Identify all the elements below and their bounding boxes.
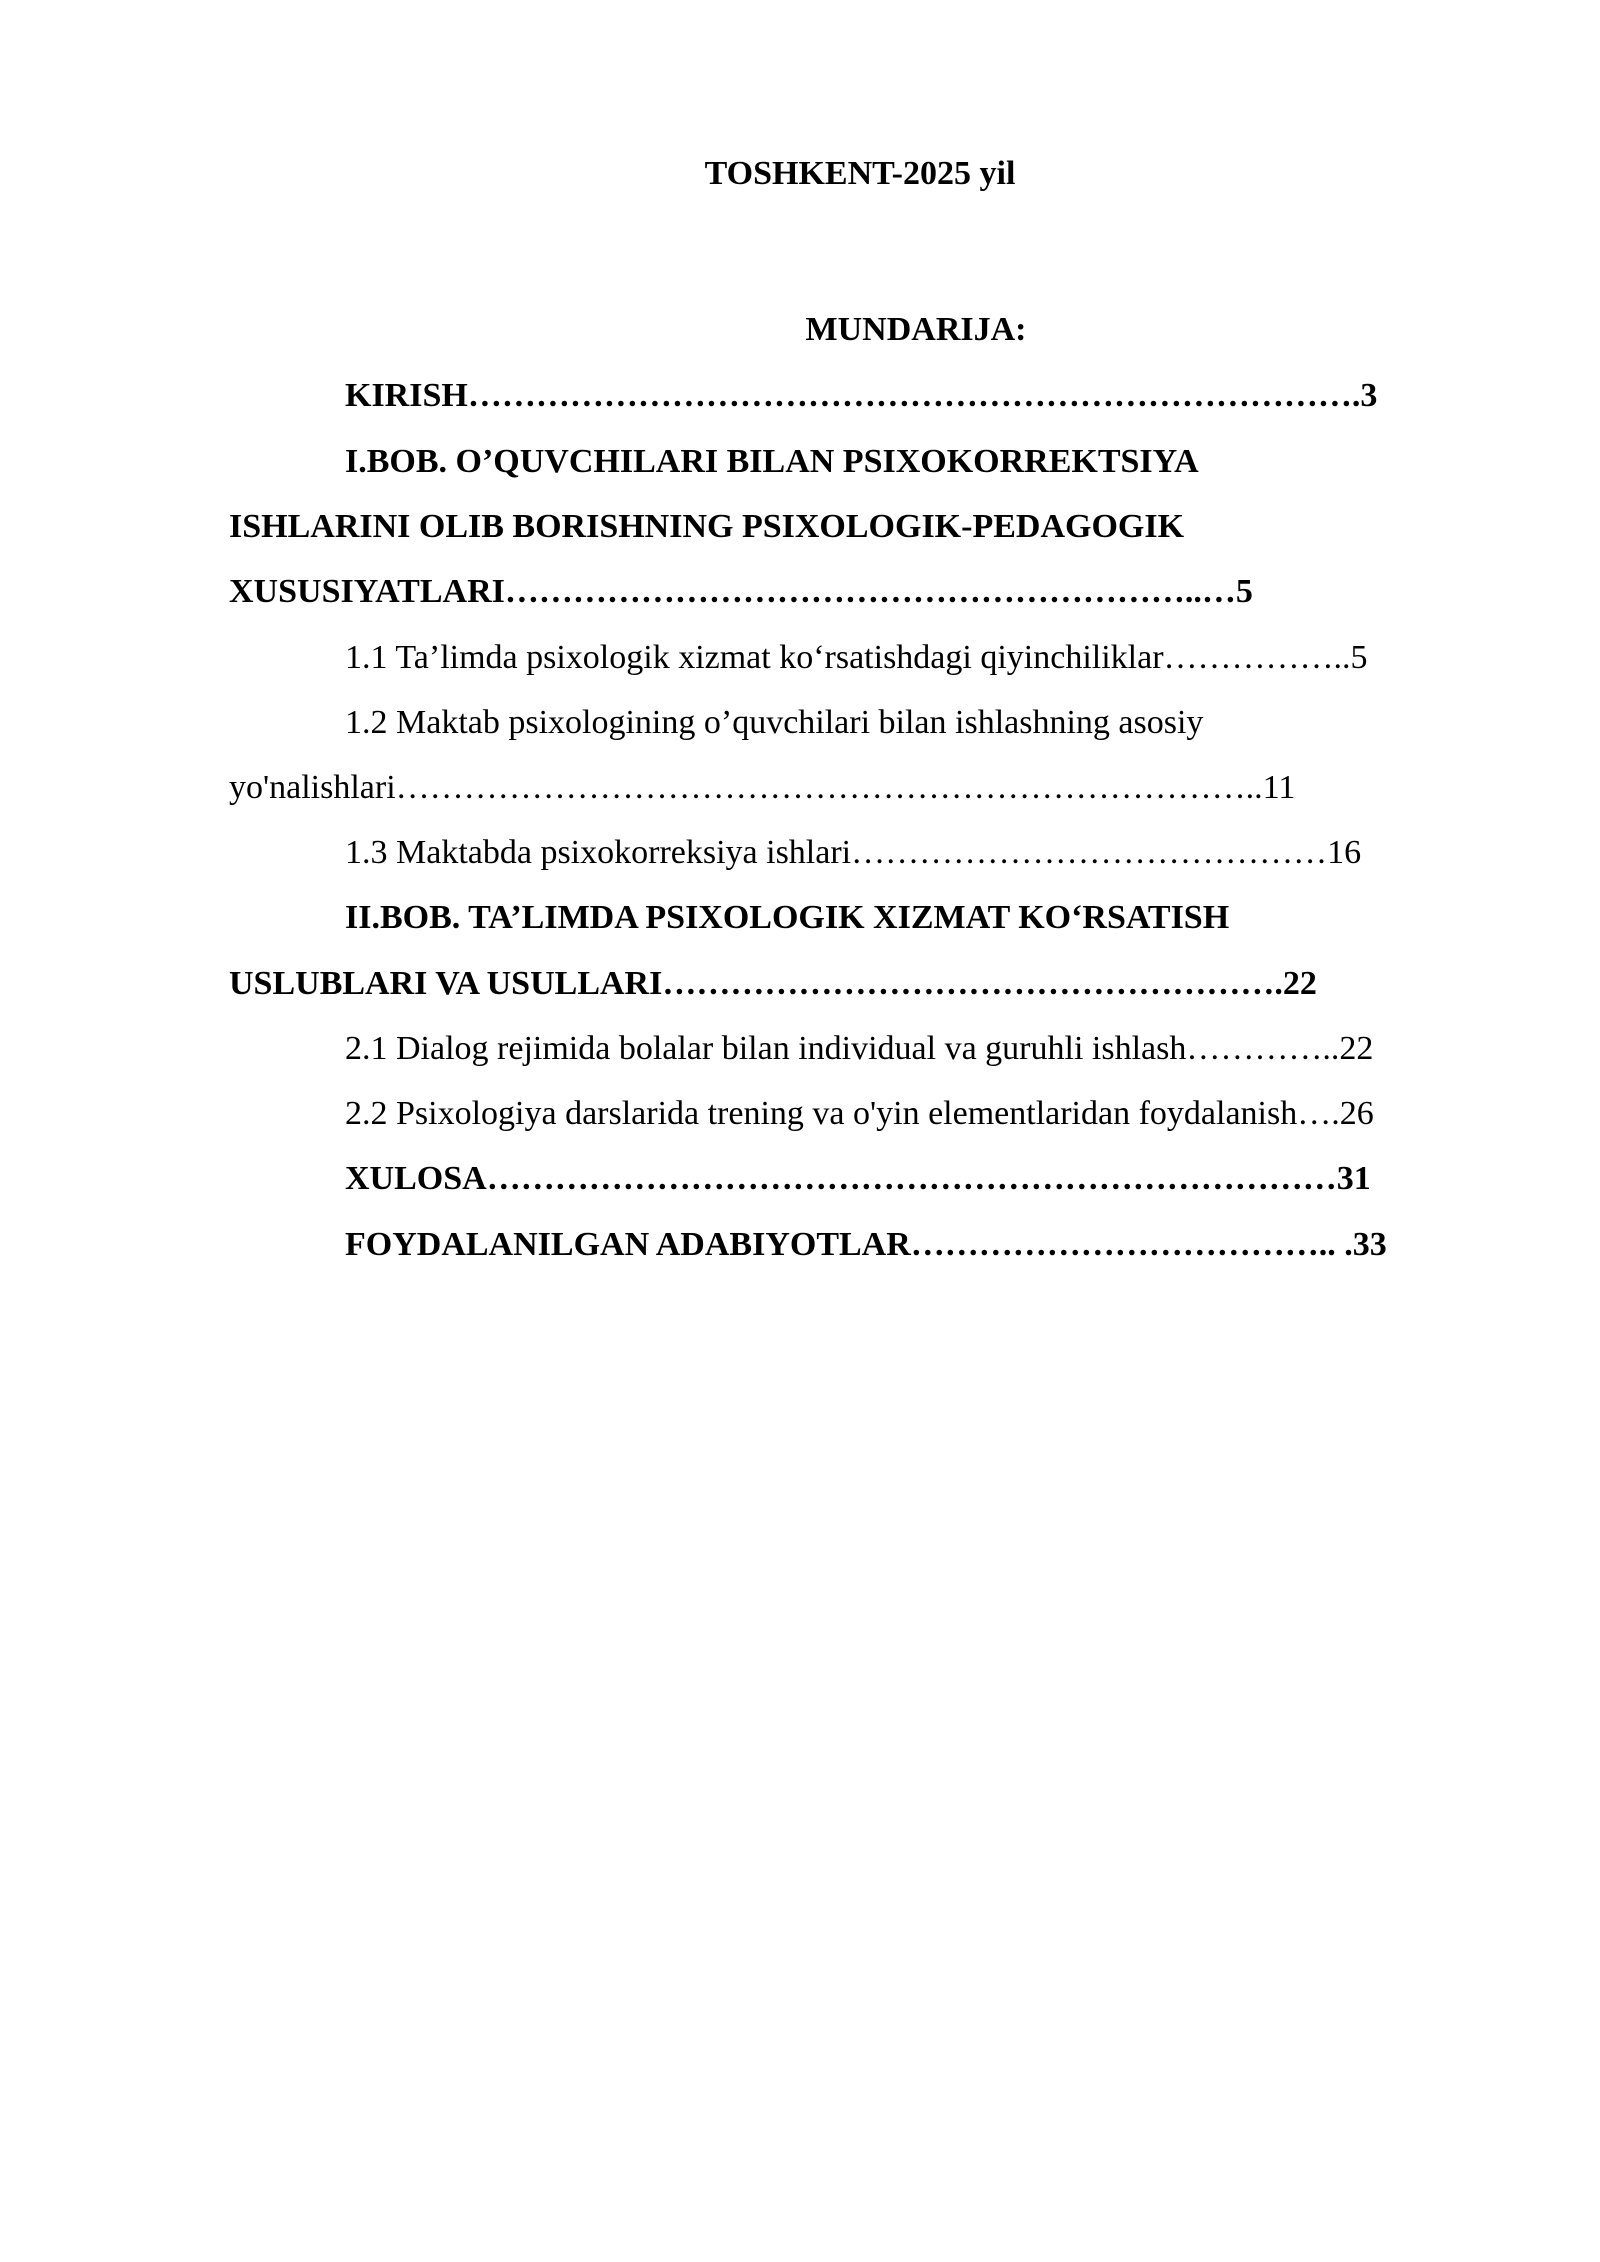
toc-entry-chapter-1-line-3: XUSUSIYATLARI……………………………………………………..…5 [229,573,1253,610]
toc-entry-chapter-1-line-1: I.BOB. O’QUVCHILARI BILAN PSIXOKORREKTSIYA [345,443,1199,480]
toc-entry-chapter-2-line-1: II.BOB. TA’LIMDA PSIXOLOGIK XIZMAT KOʻRSATISH [345,899,1230,936]
toc-entry-section-2-1: 2.1 Dialog rejimida bolalar bilan individual va guruhli ishlash…………..22 [345,1030,1374,1067]
toc-entry-adabiyotlar: FOYDALANILGAN ADABIYOTLAR……………………………….. .33 [345,1226,1387,1263]
toc-entry-section-1-1: 1.1 Ta’limda psixologik xizmat koʻrsatishdagi qiyinchiliklar……………..5 [345,639,1368,676]
toc-entry-xulosa: XULOSA…………………………………………………………………31 [345,1160,1371,1197]
toc-entry-section-1-2-line-1: 1.2 Maktab psixologining o’quvchilari bilan ishlashning asosiy [345,704,1204,741]
toc-entry-section-1-2-line-2: yo'nalishlari…………………………………………………………………..11 [229,769,1296,806]
toc-entry-kirish: KIRISH…………………………………………………………………….3 [345,377,1378,414]
toc-entry-section-1-3: 1.3 Maktabda psixokorreksiya ishlari……………………………………16 [345,834,1362,871]
toc-title: MUNDARIJA: [805,311,1027,348]
toc-entry-chapter-1-line-2: ISHLARINI OLIB BORISHNING PSIXOLOGIK-PEDAGOGIK [229,508,1185,545]
city-year-heading: TOSHKENT-2025 yil [704,155,1016,192]
toc-entry-chapter-2-line-2: USLUBLARI VA USULLARI……………………………………………….22 [229,965,1317,1002]
toc-entry-section-2-2: 2.2 Psixologiya darslarida trening va o'yin elementlaridan foydalanish….26 [345,1095,1374,1132]
